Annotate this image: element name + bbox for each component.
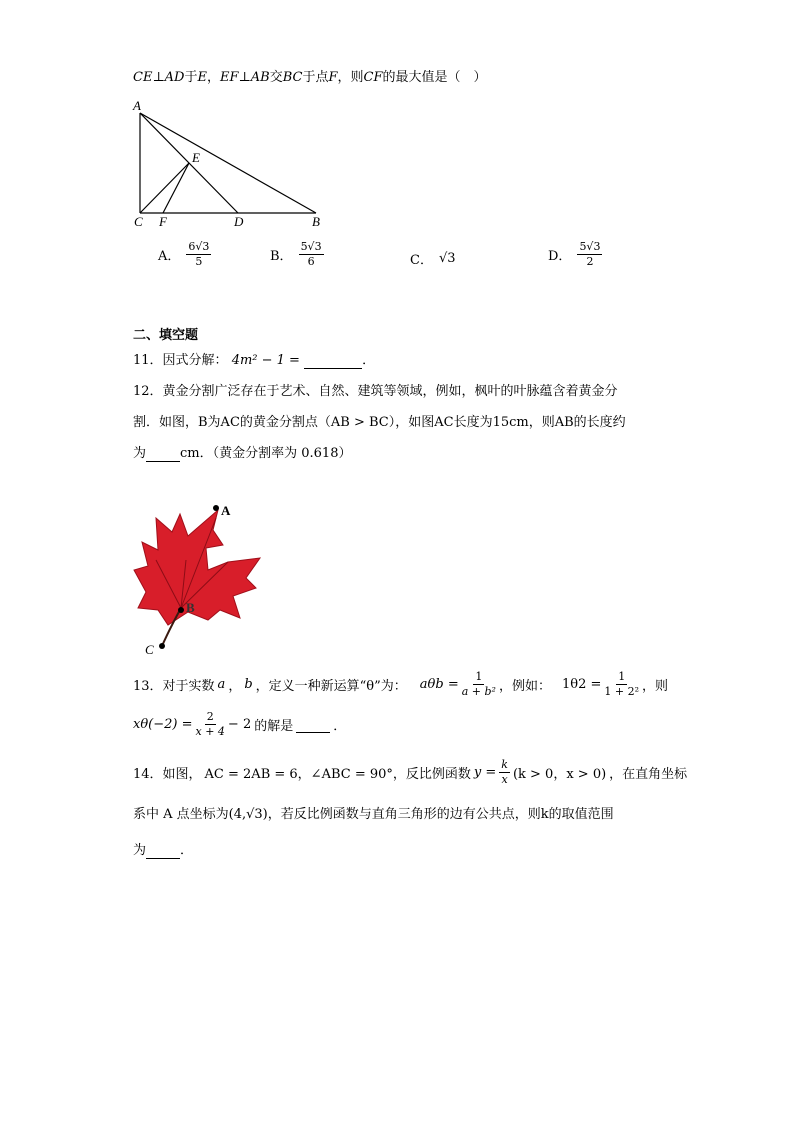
q11-answer-blank[interactable] xyxy=(304,353,362,369)
leaf-label-a: A xyxy=(221,503,231,518)
q13-ex-num: 1 xyxy=(618,670,626,683)
option-d[interactable] xyxy=(548,240,602,269)
option-c[interactable] xyxy=(410,249,456,268)
q10-perp1: ⊥ xyxy=(152,70,165,85)
q11-prefix: 11．因式分解： xyxy=(133,353,228,368)
q14-fn-lhs: y = xyxy=(473,765,497,780)
q13-line2-end: 的解是 xyxy=(254,719,294,734)
q14-given: AC = 2AB = 6，∠ABC = 90°，反比例函数 xyxy=(204,767,471,782)
option-d-num: 5√3 xyxy=(579,240,601,253)
q12-line3-b: cm．（黄金分割率为 0.618） xyxy=(180,446,352,461)
segment-ce xyxy=(140,163,189,213)
q13-def-lhs: aθb = xyxy=(419,677,459,692)
q12-line2: 割．如图，B为AC的黄金分割点（AB > BC），如图AC长度为15cm，则AB的长度约 xyxy=(133,415,626,430)
option-d-den: 2 xyxy=(586,255,594,268)
segment-ef xyxy=(163,163,189,213)
q14-period: ． xyxy=(180,843,194,858)
option-b-den: 6 xyxy=(307,255,315,268)
q14-line2: 系中 A 点坐标为(4,√3)，若反比例函数与直角三角形的边有公共点，则k的取值范围 xyxy=(133,807,614,822)
q13-b: b xyxy=(244,677,253,692)
section-heading: 二、填空题 xyxy=(133,328,199,343)
option-b[interactable] xyxy=(270,240,324,269)
q14-fn-fraction xyxy=(499,758,510,787)
q11-end: ． xyxy=(362,353,376,368)
q14-fn-num: k xyxy=(501,758,508,771)
option-a-fraction xyxy=(186,240,211,269)
q10-comma: ， xyxy=(207,70,221,85)
option-b-fraction xyxy=(299,240,324,269)
option-a-num: 6√3 xyxy=(188,240,210,253)
q13-line1 xyxy=(133,670,668,699)
maple-leaf-figure xyxy=(128,500,268,650)
option-b-num: 5√3 xyxy=(300,240,322,253)
label-e: E xyxy=(192,150,200,165)
q13-example-label: ，例如： xyxy=(498,679,551,694)
q13-ex-fraction xyxy=(604,670,639,699)
q13-intro: 13．对于实数 xyxy=(133,679,215,694)
point-c-dot xyxy=(159,643,165,649)
q13-ex-lhs: 1θ2 = xyxy=(561,677,602,692)
q10-jiao: 交 xyxy=(269,70,283,85)
q13-line2 xyxy=(133,710,346,739)
q10-e: E xyxy=(197,70,207,85)
q13-eq-lhs: xθ(−2) = xyxy=(133,717,193,732)
segment-ab xyxy=(140,113,316,213)
q13-a: a xyxy=(217,677,226,692)
q12-line3 xyxy=(133,442,351,462)
label-d: D xyxy=(234,214,244,229)
q12-line1: 12．黄金分割广泛存在于艺术、自然、建筑等领域，例如，枫叶的叶脉蕴含着黄金分 xyxy=(133,384,618,399)
leaf-label-c: C xyxy=(145,642,154,657)
q12-line3-a: 为 xyxy=(133,446,147,461)
point-b-dot xyxy=(178,607,184,613)
leaf-label-b: B xyxy=(186,600,195,615)
option-a[interactable] xyxy=(158,240,211,269)
q13-def-den: a + b² xyxy=(461,685,496,698)
q14-line1 xyxy=(133,758,687,787)
option-b-letter: B． xyxy=(270,249,293,264)
point-a-dot xyxy=(213,505,219,511)
q14-fn-cond: (k > 0，x > 0) xyxy=(512,767,607,782)
q10-yu: 于 xyxy=(184,70,198,85)
q14-answer-blank[interactable] xyxy=(146,843,180,859)
option-c-value: √3 xyxy=(438,251,456,266)
label-b: B xyxy=(312,214,320,229)
q10-triangle-figure xyxy=(0,0,794,240)
q14-intro: 14．如图， xyxy=(133,767,202,782)
q13-comma: ， xyxy=(228,679,242,694)
q10-cf: CF xyxy=(363,70,383,85)
label-f: F xyxy=(159,214,167,229)
q13-def-intro: ，定义一种新运算“θ”为： xyxy=(255,679,407,694)
q11 xyxy=(133,349,375,369)
option-c-letter: C． xyxy=(410,253,433,268)
q13-line1-end: ，则 xyxy=(642,679,669,694)
q13-period: ． xyxy=(333,719,347,734)
q13-eq-fraction xyxy=(196,710,225,739)
q13-eq-num: 2 xyxy=(206,710,214,723)
q10-ce: CE xyxy=(133,70,153,85)
q12-answer-blank[interactable] xyxy=(146,446,180,462)
q10-f: F xyxy=(328,70,338,85)
q13-eq-tail: − 2 xyxy=(227,717,252,732)
option-a-letter: A． xyxy=(158,249,181,264)
q10-ef: EF xyxy=(220,70,239,85)
q10-perp2: ⊥ xyxy=(238,70,251,85)
q14-line3 xyxy=(133,839,193,859)
option-d-letter: D． xyxy=(548,249,572,264)
option-d-fraction xyxy=(577,240,602,269)
q10-ze: ，则 xyxy=(337,70,364,85)
q14-line1-end: ，在直角坐标 xyxy=(609,767,688,782)
q10-ab: AB xyxy=(250,70,270,85)
q10-ad: AD xyxy=(164,70,185,85)
q13-def-num: 1 xyxy=(475,670,483,683)
q14-line3-a: 为 xyxy=(133,843,147,858)
q10-tail: 的最大值是（ ） xyxy=(382,70,487,85)
q10-yudian: 于点 xyxy=(302,70,329,85)
label-c: C xyxy=(134,214,143,229)
q14-fn-den: x xyxy=(501,773,508,786)
option-a-den: 5 xyxy=(195,255,203,268)
q13-def-fraction xyxy=(462,670,496,699)
q13-answer-blank[interactable] xyxy=(296,717,330,733)
label-a: A xyxy=(133,98,141,113)
q13-ex-den: 1 + 2² xyxy=(604,685,639,698)
q10-bc: BC xyxy=(282,70,303,85)
q11-expr: 4m² − 1 = xyxy=(231,353,300,368)
q13-eq-den: x + 4 xyxy=(195,725,225,738)
